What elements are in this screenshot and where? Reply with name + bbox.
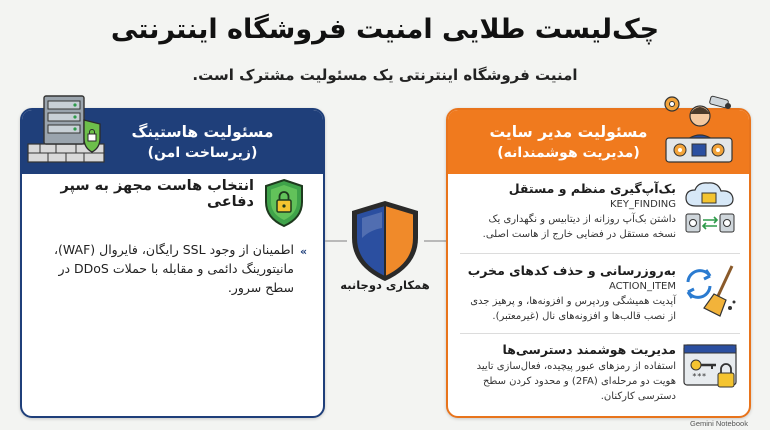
cloud-backup-icon [680,180,740,236]
hosting-subheading: (زیرساخت امن) [147,145,258,161]
server-firewall-icon [26,94,106,164]
hosting-bullet-icon: « [300,245,308,258]
shared-responsibility-label: همکاری دوجانبه [340,278,430,292]
admin-subheading: (مدیریت هوشمندانه) [497,145,640,161]
admin-item-body: آپدیت همیشگی وردپرس و افزونه‌ها، و پرهیز جدی از نصب قالب‌ها و افزونه‌های نال (غیرمعتبر). [470,296,676,322]
admin-gears-icon [660,94,738,164]
admin-item-backup [462,180,676,242]
hosting-item-title: انتخاب هاست مجهز به سپر دفاعی [60,178,254,210]
page-title: چک‌لیست طلایی امنیت فروشگاه اینترنتی [110,14,660,45]
footer-brand: Gemini Notebook [690,419,748,428]
update-broom-icon [680,262,740,318]
admin-item-title: بک‌آپ‌گیری منظم و مستقل [508,181,676,196]
password-key-icon [680,341,740,397]
left-connector-line [325,240,347,242]
admin-item-body: استفاده از رمزهای عبور پیچیده، فعال‌سازی تایید هویت دو مرحله‌ای (2FA) و محدود کردن سطح دسترسی کارکنان. [476,361,676,402]
svg-text:***: *** [692,372,707,381]
hosting-heading: مسئولیت هاستینگ [131,123,274,141]
hosting-item-body: اطمینان از وجود SSL رایگان، فایروال (WAF)، مانیتورینگ دائمی و مقابله با حملات DDoS در سطح سرور. [53,242,294,295]
right-connector-line [424,240,446,242]
admin-item-title: مدیریت هوشمند دسترسی‌ها [502,342,676,357]
admin-item-tag: KEY_FINDING [609,199,676,210]
admin-item-access [462,341,676,404]
page-subtitle: امنیت فروشگاه اینترنتی یک مسئولیت مشترک است. [192,66,578,84]
admin-heading: مسئولیت مدیر سایت [489,123,648,141]
section-divider [460,333,740,334]
section-divider [460,253,740,254]
admin-item-body: داشتن بک‌آپ روزانه از دیتابیس و نگهداری یک نسخه مستقل در فضایی خارج از هاست اصلی. [482,214,676,240]
admin-item-title: به‌روزرسانی و حذف کدهای مخرب [467,263,676,278]
admin-item-update [462,262,676,324]
lock-shield-icon [262,178,306,228]
shared-shield-icon [346,198,424,284]
admin-item-tag: ACTION_ITEM [608,281,676,292]
